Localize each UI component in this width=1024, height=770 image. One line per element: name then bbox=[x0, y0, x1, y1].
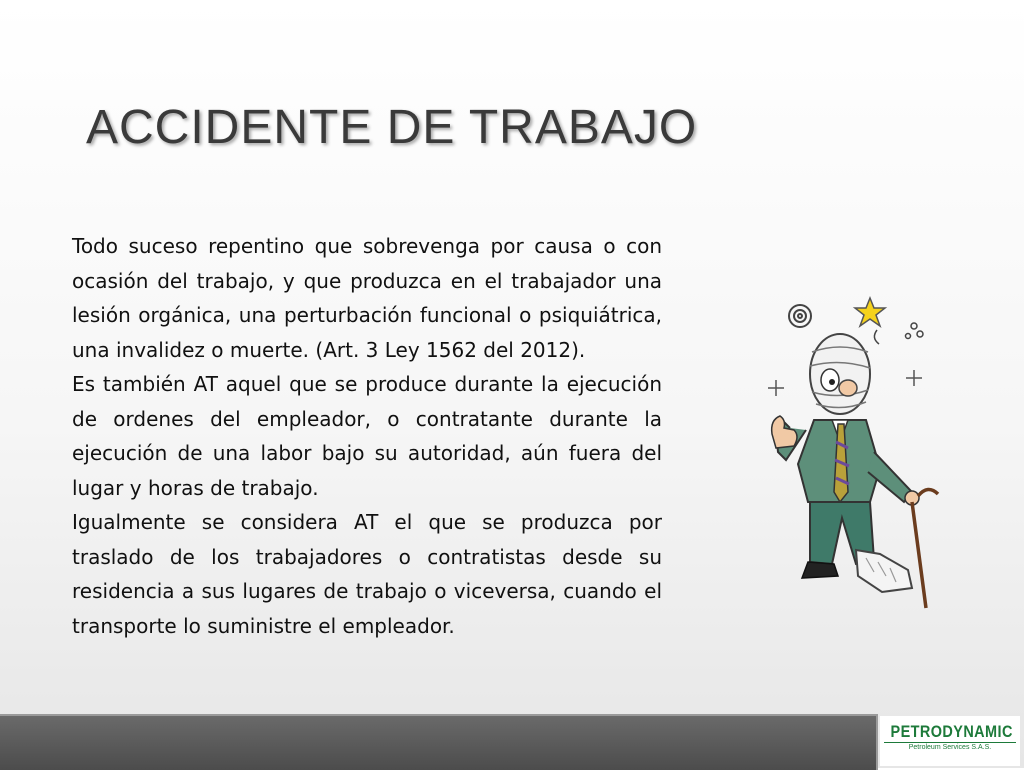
logo-rule bbox=[884, 742, 1016, 743]
shoe bbox=[802, 562, 838, 578]
logo-subtitle: Petroleum Services S.A.S. bbox=[908, 744, 992, 751]
paragraph-1: Todo suceso repentino que sobrevenga por causa o con ocasión del trabajo, y que produzca en el trabajador una lesión orgánica, una perturbación funcional o psiquiátrica, una invalidez o muerte. (Art. 3 Ley 1562 del 2012). bbox=[72, 234, 662, 362]
slide-title: ACCIDENTE DE TRABAJO bbox=[86, 101, 698, 154]
body-text bbox=[72, 229, 662, 643]
company-logo bbox=[880, 716, 1020, 766]
paragraph-2: Es también AT aquel que se produce durante la ejecución de ordenes del empleador, o contratante durante la ejecución de una labor bajo su autoridad, aún fuera del lugar y horas de trabajo. bbox=[72, 372, 662, 500]
dizzy-star-icon bbox=[855, 298, 885, 326]
dizzy-spiral-icon bbox=[789, 305, 811, 327]
injured-worker-illustration bbox=[762, 292, 962, 612]
bandaged-head bbox=[810, 334, 870, 414]
logo-name: PETRODYNAMIC bbox=[890, 722, 1013, 741]
paragraph-3: Igualmente se considera AT el que se produzca por traslado de los trabajadores o contratistas desde su residencia a sus lugares de trabajo o viceversa, cuando el transporte lo suministre el empleador. bbox=[72, 510, 662, 638]
leg-cast bbox=[856, 550, 912, 592]
footer-bar bbox=[0, 714, 878, 770]
dizzy-dots-icon bbox=[906, 323, 924, 339]
walking-cane bbox=[912, 489, 938, 608]
